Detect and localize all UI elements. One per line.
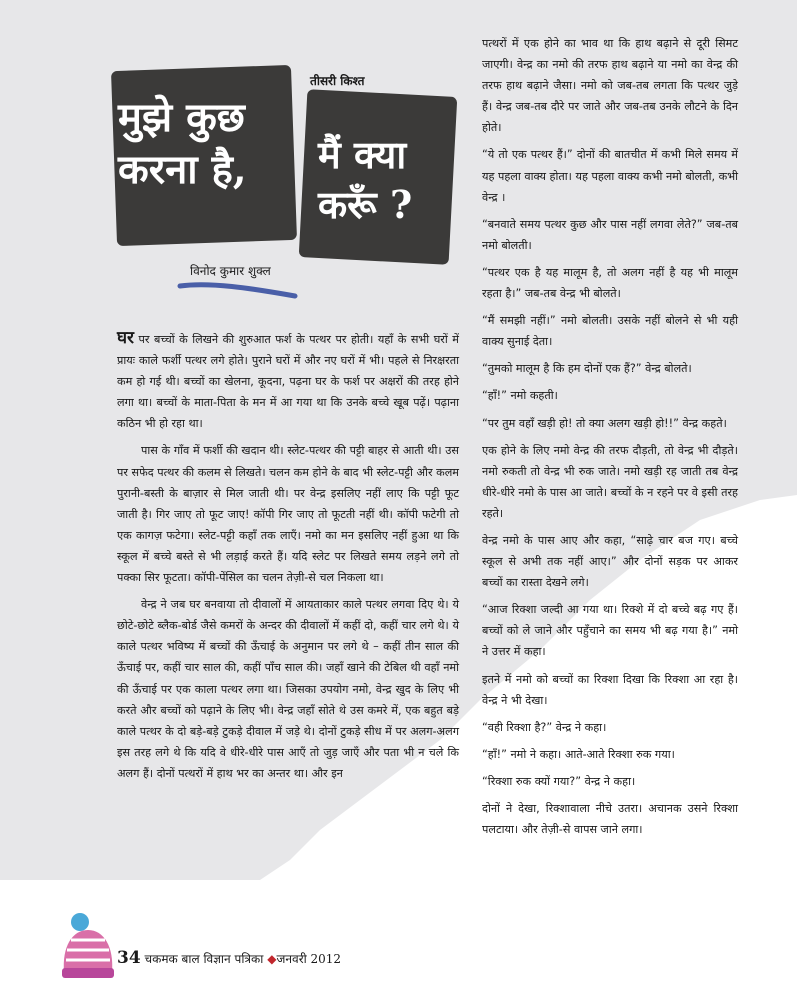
title-line-1: मुझे कुछ: [118, 94, 245, 141]
paragraph: वेन्द्र ने जब घर बनवाया तो दीवालों में आयताकार काले पत्थर लगवा दिए थे। ये छोटे-छोटे ब्लैक-बोर्ड जैसे कमरों के अन्दर की दीवालों में कहीं दो, कहीं चार लगे थे। ये काले पत्थर भविष्य में बच्चों की ऊँचाई के अनुमान पर लगे थे – कहीं तीन साल की ऊँचाई पर, कहीं चार साल की, कहीं पाँच साल की। जहाँ खाने की टेबिल थी वहाँ नमो की ऊँचाई पर एक काला पत्थर लगा था। जिसका उपयोग नमो, वेन्द्र खुद के लिए भी करते और बच्चों को पढ़ाने के लिए भी। वेन्द्र जहाँ सोते थे उस कमरे में, एक बहुत बड़े काले पत्थर के दो बड़े-बड़े टुकड़े दीवाल में जड़े थे। दोनों टुकड़े सीध में पर अलग-अलग इस तरह लगे थे कि यदि वे धीरे-धीरे पास आएँ तो जुड़ जाएँ और पता भी न चले कि अलग हैं। दोनों पत्थरों में हाथ भर का अन्तर था। और इन: [117, 598, 459, 780]
paragraph-text: पर बच्चों के लिखने की शुरुआत फर्श के पत्थर पर होती। यहाँ के सभी घरों में प्रायः काले फर्शी पत्थर लगे होते। पुराने घरों में और नए घरों में भी। पहले से निरक्षरता कम हो गई थी। बच्चों का खेलना, कूदना, पढ़ना घर के फर्श पर अक्षरों की तरह होने लगा था। बच्चों के माता-पिता के मन में आ गया था कि उनके बच्चे खूब पढ़ें। पढ़ाना कठिन भी हो रहा था।: [117, 333, 459, 431]
paragraph: पत्थरों में एक होने का भाव था कि हाथ बढ़ाने से दूरी सिमट जाएगी। वेन्द्र का नमो की तरफ हाथ बढ़ाने या नमो का वेन्द्र की तरफ हाथ बढ़ाने जैसा। नमो को जब-तब लगता कि पत्थर जुड़े हैं। वेन्द्र जब-तब दौरे पर जाते और जब-तब उनके लौटने के दिन होते।: [482, 37, 738, 135]
magazine-name: चकमक बाल विज्ञान पत्रिका: [144, 952, 264, 966]
paragraph: “बनवाते समय पत्थर कुछ और पास नहीं लगवा लेते?” जब-तब नमो बोलती।: [482, 217, 738, 252]
paragraph: “पर तुम वहाँ खड़ी हो! तो क्या अलग खड़ी हो!!” वेन्द्र कहते।: [482, 416, 727, 430]
knitted-hat-icon: [58, 912, 118, 982]
paragraph: एक होने के लिए नमो वेन्द्र की तरफ दौड़ती, तो वेन्द्र भी दौड़ते। नमो रुकती तो वेन्द्र भी रुक जाते। नमो खड़ी रह जाती तब वेन्द्र धीरे-धीरे नमो के पास आ जाते। बच्चों के न रहने पर वे इसी तरह रहते।: [482, 443, 738, 520]
title-line-3: मैं क्या: [318, 132, 407, 177]
paragraph: “वही रिक्शा है?” वेन्द्र ने कहा।: [482, 720, 607, 734]
page-footer: [117, 948, 341, 968]
paragraph: “तुमको मालूम है कि हम दोनों एक हैं?” वेन्द्र बोलते।: [482, 362, 692, 376]
paragraph: “पत्थर एक है यह मालूम है, तो अलग नहीं है यह भी मालूम रहता है।” जब-तब वेन्द्र भी बोलते।: [482, 265, 738, 301]
dropcap: घर: [117, 328, 134, 348]
title-line-4: करूँ ?: [318, 182, 413, 227]
paragraph: “आज रिक्शा जल्दी आ गया था। रिक्शे में दो बच्चे बढ़ गए हैं। बच्चों को ले जाने और पहुँचाने का समय भी बढ़ गया है।” नमो ने उत्तर में कहा।: [482, 603, 738, 659]
title-part-two: [318, 130, 448, 230]
paragraph: पास के गाँव में फर्शी की खदान थी। स्लेट-पत्थर की पट्टी बाहर से आती थी। उस पर सफेद पत्थर की कलम से लिखते। चलन कम होने के बाद भी स्लेट-पट्टी और कलम पुरानी-बस्ती के बाज़ार से मिल जाती थी। पर वेन्द्र इसलिए नहीं लाए कि पट्टी फूट जाती है। गिर जाए तो फूट जाए! कॉपी गिर जाए तो फूटती नहीं थी। कॉपी फटेगी तो एक कागज़ फटेगा। स्लेट-पट्टी कहाँ तक लाएँ। नमो का मन इसलिए नहीं हुआ था कि स्कूल में बच्चे बस्ते से भी लड़ाई करते हैं। यदि स्लेट पर लिखते समय लड़ने लगे तो पक्का सिर फूटता। कॉपी-पेंसिल का चलन तेज़ी-से चल निकला था।: [117, 444, 459, 585]
title-part-one: [118, 92, 293, 196]
paragraph: वेन्द्र नमो के पास आए और कहा, “साढ़े चार बज गए। बच्चे स्कूल से अभी तक नहीं आए।” और दोनों सड़क पर आकर बच्चों का रास्ता देखने लगे।: [482, 533, 738, 590]
white-top-margin: [0, 0, 797, 30]
paragraph: “रिक्शा रुक क्यों गया?” वेन्द्र ने कहा।: [482, 774, 636, 788]
diamond-icon: ◆: [267, 952, 277, 966]
title-line-2: करना है,: [118, 146, 247, 193]
series-label: तीसरी किश्त: [310, 74, 365, 88]
author-name: विनोद कुमार शुक्ल: [190, 264, 271, 278]
paragraph: “हाँ!” नमो कहती।: [482, 389, 558, 403]
page-number: 34: [117, 948, 141, 968]
paragraph: “ये तो एक पत्थर हैं।” दोनों की बातचीत में कभी मिले समय में यह पहला वाक्य होता। यह पहला वाक्य कभी नमो बोलती, कभी वेन्द्र ।: [482, 148, 738, 204]
paragraph: इतने में नमो को बच्चों का रिक्शा दिखा कि रिक्शा आ रहा है। वेन्द्र ने भी देखा।: [482, 672, 738, 707]
paragraph: [117, 328, 459, 434]
paragraph: “मैं समझी नहीं।” नमो बोलती। उसके नहीं बोलने से भी यही वाक्य सुनाई देता।: [482, 314, 738, 349]
paragraph: “हाँ!” नमो ने कहा। आते-आते रिक्शा रुक गया।: [482, 747, 675, 761]
paragraph: दोनों ने देखा, रिक्शावाला नीचे उतरा। अचानक उसने रिक्शा पलटाया। और तेज़ी-से वापस जाने लगा।: [482, 802, 738, 837]
right-column: [482, 33, 738, 846]
issue-date: जनवरी 2012: [276, 952, 342, 966]
left-column: [117, 328, 459, 790]
